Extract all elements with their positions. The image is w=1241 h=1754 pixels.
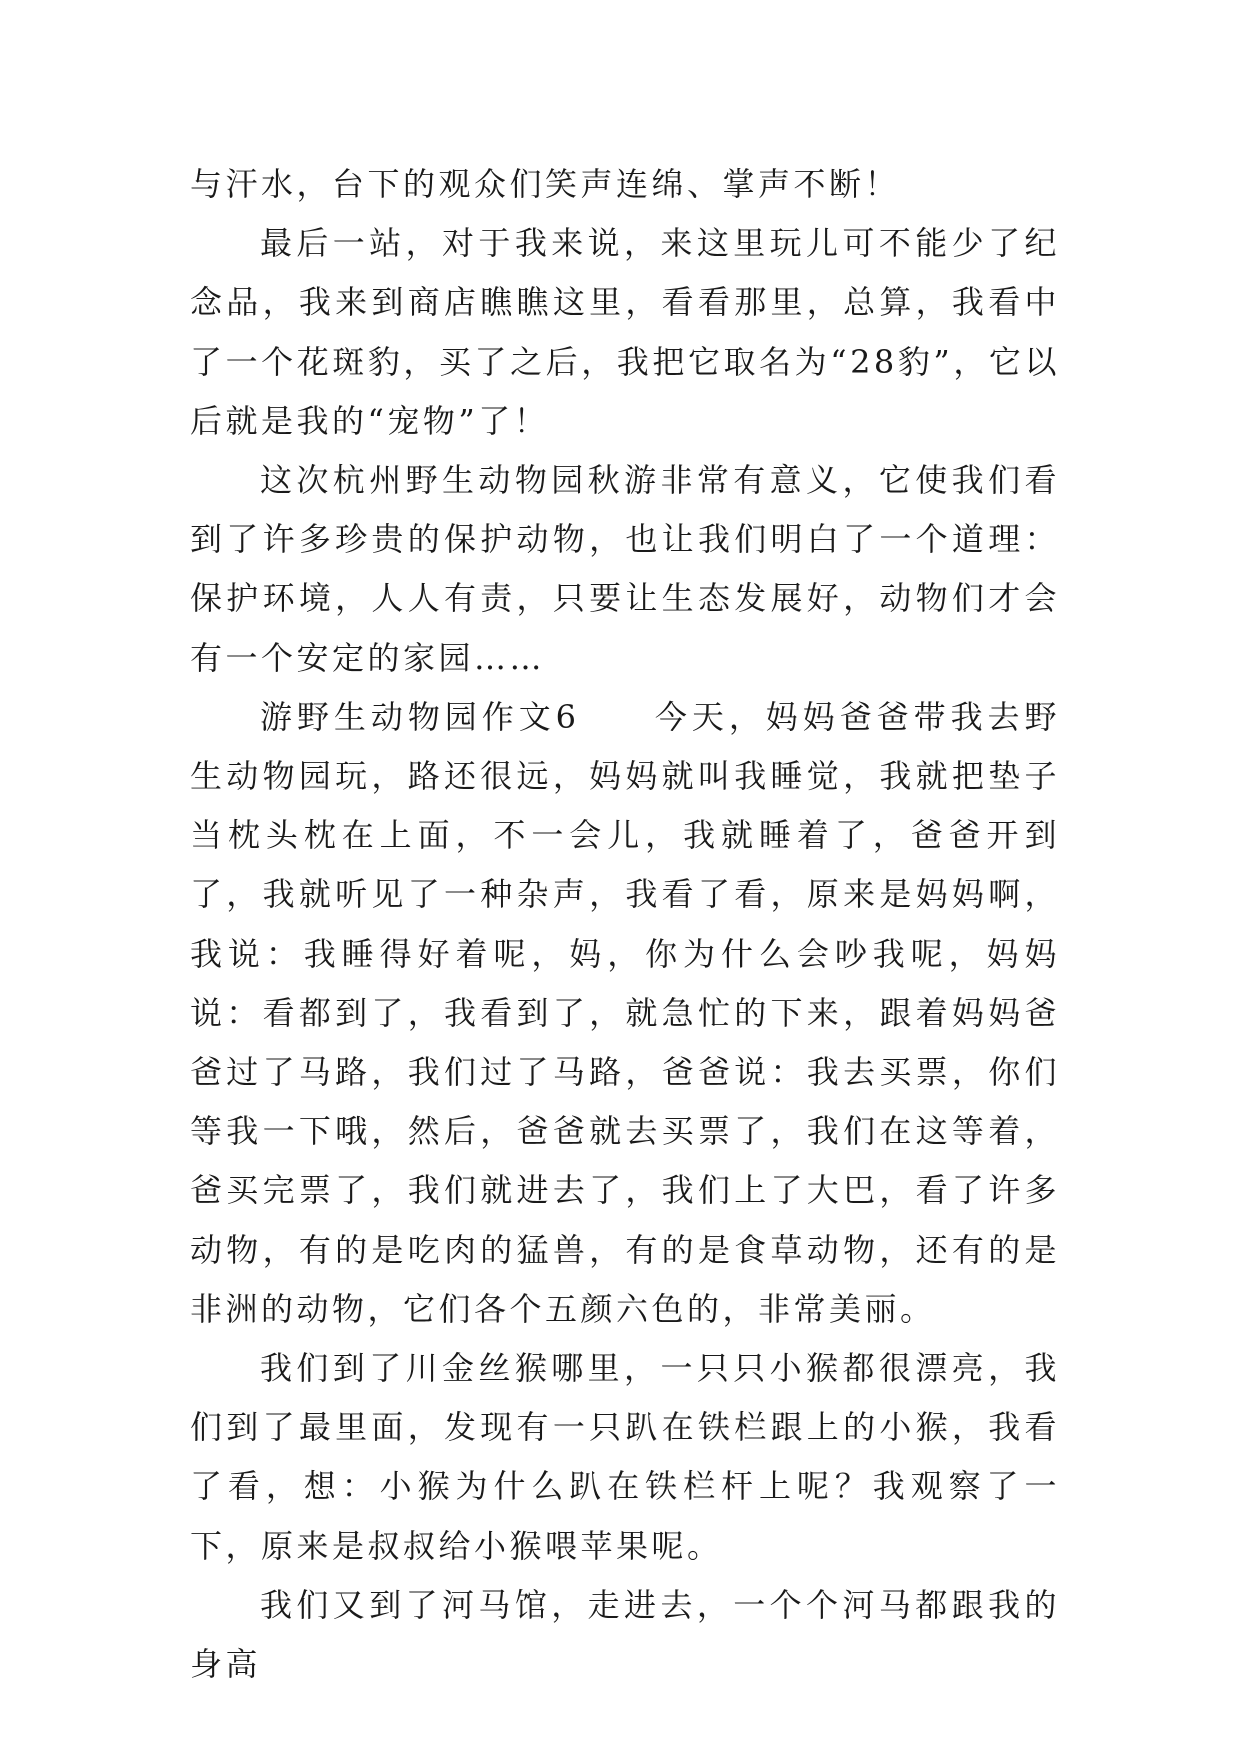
paragraph-conclusion: 这次杭州野生动物园秋游非常有意义，它使我们看到了许多珍贵的保护动物，也让我们明白了一个道理：保护环境，人人有责，只要让生态发展好，动物们才会有一个安定的家园…… [190,461,1060,677]
paragraph-hippo-hall: 我们又到了河马馆，走进去，一个个河马都跟我的身高 [190,1585,1060,1684]
paragraph-golden-monkey: 我们到了川金丝猴哪里，一只只小猴都很漂亮，我们到了最里面，发现有一只趴在铁栏跟上的小猴，我看了看，想：小猴为什么趴在铁栏杆上呢？我观察了一下，原来是叔叔给小猴喂苹果呢。 [190,1349,1060,1565]
essay-body [190,155,1060,1694]
paragraph-continuation: 与汗水，台下的观众们笑声连绵、掌声不断！ [190,165,901,203]
paragraph-souvenir: 最后一站，对于我来说，来这里玩儿可不能少了纪念品，我来到商店瞧瞧这里，看看那里，总算，我看中了一个花斑豹，买了之后，我把它取名为“28豹”，它以后就是我的“宠物”了！ [190,224,1060,440]
paragraph-essay-6-intro: 游野生动物园作文6 今天，妈妈爸爸带我去野生动物园玩，路还很远，妈妈就叫我睡觉，我就把垫子当枕头枕在上面，不一会儿，我就睡着了，爸爸开到了，我就听见了一种杂声，我看了看，原来是妈妈啊，我说：我睡得好着呢，妈，你为什么会吵我呢，妈妈说：看都到了，我看到了，就急忙的下来，跟着妈妈爸爸过了马路，我们过了马路，爸爸说：我去买票，你们等我一下哦，然后，爸爸就去买票了，我们在这等着，爸买完票了，我们就进去了，我们上了大巴，看了许多动物，有的是吃肉的猛兽，有的是食草动物，还有的是非洲的动物，它们各个五颜六色的，非常美丽。 [190,697,1060,1328]
